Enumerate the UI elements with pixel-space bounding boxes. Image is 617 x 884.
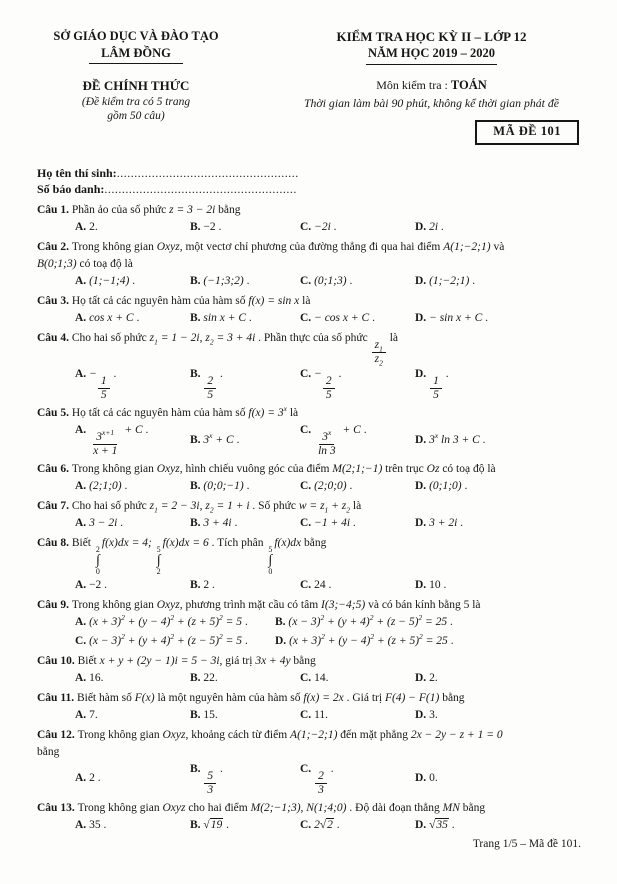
duration-note: Thời gian làm bài 90 phút, không kể thời gian phát đề bbox=[303, 95, 560, 110]
option-value: 7. bbox=[89, 708, 98, 721]
question-number: Câu 2. bbox=[37, 241, 72, 254]
option-value: (0;0;−1) . bbox=[203, 480, 250, 492]
option-value: 0. bbox=[429, 772, 438, 785]
exam-code-box: MÃ ĐỀ 101 bbox=[475, 120, 579, 145]
option-value: − $\frac{1}{5}$ . bbox=[89, 368, 117, 402]
question-stem bbox=[37, 498, 595, 515]
option-label: D. bbox=[415, 578, 430, 591]
question-stem bbox=[37, 535, 595, 577]
option-value: 2 . bbox=[203, 578, 215, 591]
option-a bbox=[75, 817, 190, 834]
option-value: −2 . bbox=[203, 221, 222, 234]
option-d bbox=[415, 478, 595, 495]
option-a bbox=[75, 670, 190, 687]
question bbox=[37, 727, 595, 797]
option-d bbox=[415, 577, 595, 594]
option-label: B. bbox=[275, 615, 289, 628]
option-label: C. bbox=[300, 578, 315, 591]
option-value: 3 + 2i . bbox=[429, 517, 464, 530]
option-value: 3 − 2i . bbox=[89, 517, 124, 530]
question-number: Câu 11. bbox=[37, 691, 77, 704]
option-d bbox=[415, 515, 595, 532]
option-label: B. bbox=[190, 433, 204, 446]
question bbox=[37, 405, 595, 458]
question-stem bbox=[37, 202, 595, 219]
questions bbox=[0, 202, 617, 834]
question-stem bbox=[37, 405, 595, 422]
option-label: A. bbox=[75, 275, 90, 288]
option-a bbox=[75, 219, 190, 236]
option-value: $(x + 3)^2 + (y - 4)^2 + (z + 5)^2 = 5$ . bbox=[89, 613, 248, 628]
option-b bbox=[190, 761, 300, 797]
option-label: A. bbox=[75, 671, 90, 684]
option-value: √35 . bbox=[429, 818, 455, 831]
option-d bbox=[415, 707, 595, 724]
option-a bbox=[75, 478, 190, 495]
option-label: C. bbox=[300, 368, 315, 381]
option-a bbox=[75, 614, 275, 631]
student-id-label: Số báo danh: bbox=[37, 182, 105, 197]
option-value: −2i . bbox=[314, 221, 337, 234]
option-label: A. bbox=[75, 312, 90, 325]
option-label: D. bbox=[415, 772, 430, 785]
option-d bbox=[415, 670, 595, 687]
option-label: D. bbox=[415, 368, 430, 381]
question-stem bbox=[37, 727, 595, 761]
option-label: B. bbox=[190, 312, 204, 325]
question bbox=[37, 653, 595, 687]
question bbox=[37, 535, 595, 594]
option-a bbox=[75, 273, 190, 290]
option-label: D. bbox=[415, 480, 430, 492]
question-number: Câu 13. bbox=[37, 801, 78, 814]
option-label: C. bbox=[300, 708, 315, 721]
exam-title-line2-wrap bbox=[272, 46, 591, 65]
option-label: C. bbox=[300, 480, 315, 492]
option-value: − sin x + C . bbox=[429, 312, 489, 325]
option-b bbox=[190, 478, 300, 495]
option-c bbox=[300, 577, 415, 594]
question-text: Cho hai số phức $z_1 = 2 - 3i$, $z_2 = 1 + i$ . Số phức $w = z_1 + z_2$ là bbox=[71, 500, 362, 515]
option-c bbox=[300, 478, 415, 495]
option-value: $(x - 3)^2 + (y + 4)^2 + (z - 5)^2 = 25$ . bbox=[288, 613, 453, 628]
subject-label: Môn kiểm tra : bbox=[376, 77, 451, 92]
question-stem bbox=[37, 597, 595, 614]
option-label: D. bbox=[415, 517, 430, 530]
exam-note-line2: gồm 50 câu) bbox=[107, 110, 165, 123]
options-row bbox=[37, 422, 595, 458]
subject-line bbox=[272, 78, 591, 94]
question bbox=[37, 202, 595, 236]
question-text: Họ tất cả các nguyên hàm của hàm số f(x) = sin x là bbox=[71, 295, 311, 308]
option-b bbox=[190, 366, 300, 402]
option-b bbox=[190, 432, 300, 449]
option-label: C. bbox=[300, 424, 315, 437]
option-c bbox=[300, 761, 415, 797]
option-label: D. bbox=[415, 671, 430, 684]
option-d bbox=[415, 219, 595, 236]
options-row bbox=[37, 670, 595, 687]
student-name-line bbox=[37, 165, 617, 181]
option-value: (0;1;3) . bbox=[314, 275, 353, 288]
option-c bbox=[300, 515, 415, 532]
question-stem bbox=[37, 461, 595, 478]
option-c bbox=[300, 422, 415, 458]
option-a bbox=[75, 515, 190, 532]
option-value: 11. bbox=[314, 708, 329, 721]
header-left bbox=[0, 29, 272, 145]
question-number: Câu 8. bbox=[37, 537, 72, 550]
option-label: A. bbox=[75, 221, 90, 234]
option-value: (−1;3;2) . bbox=[203, 275, 250, 288]
option-label: A. bbox=[75, 517, 90, 530]
options-row bbox=[37, 219, 595, 236]
options-row bbox=[37, 366, 595, 402]
option-value: cos x + C . bbox=[89, 312, 140, 325]
option-label: A. bbox=[75, 480, 90, 492]
option-value: $\frac{5}{3}$ . bbox=[203, 763, 223, 775]
question-stem bbox=[37, 293, 595, 310]
option-d bbox=[415, 273, 595, 290]
student-name-dots: .................................................... bbox=[116, 165, 299, 180]
option-value: 16. bbox=[89, 671, 104, 684]
option-label: D. bbox=[415, 275, 430, 288]
header-right bbox=[272, 29, 617, 145]
options-row bbox=[37, 478, 595, 495]
option-value: 2. bbox=[89, 221, 98, 234]
option-label: A. bbox=[75, 368, 90, 381]
question bbox=[37, 498, 595, 532]
question-stem bbox=[37, 239, 595, 273]
option-value: (0;1;0) . bbox=[429, 480, 468, 492]
question-text: Cho hai số phức $z_1 = 1 - 2i$, $z_2 = 3 + 4i$ . Phần thực của số phức $\frac{z_1}{z_2}$ là bbox=[71, 332, 399, 368]
exam-title-line1: KIỂM TRA HỌC KỲ II – LỚP 12 bbox=[336, 29, 527, 44]
exam-title-line2: NĂM HỌC 2019 – 2020 bbox=[366, 46, 497, 65]
option-label: D. bbox=[415, 708, 430, 721]
option-label: B. bbox=[190, 480, 204, 492]
question-number: Câu 1. bbox=[37, 204, 72, 217]
page-footer: Trang 1/5 – Mã đề 101. bbox=[472, 837, 581, 850]
question-text: Trong không gian Oxyz, một vectơ chỉ phương của đường thẳng đi qua hai điểm A(1;−2;1) và B(0;1;3) có toạ độ là bbox=[37, 241, 505, 271]
option-label: B. bbox=[190, 708, 204, 721]
option-c bbox=[300, 366, 415, 402]
option-value: −1 + 4i . bbox=[314, 517, 356, 530]
option-label: B. bbox=[190, 368, 204, 381]
option-value: (2;1;0) . bbox=[89, 480, 128, 492]
option-label: A. bbox=[75, 424, 90, 437]
question bbox=[37, 800, 595, 834]
option-a bbox=[75, 310, 190, 327]
option-d bbox=[275, 633, 595, 650]
option-c bbox=[75, 633, 275, 650]
question-text: Trong không gian Oxyz cho hai điểm M(2;−1;3), N(1;4;0) . Độ dài đoạn thẳng MN bằng bbox=[77, 801, 486, 814]
options-row bbox=[37, 707, 595, 724]
question-number: Câu 3. bbox=[37, 295, 72, 308]
option-label: D. bbox=[275, 634, 290, 647]
option-d bbox=[415, 817, 595, 834]
options-row bbox=[37, 577, 595, 594]
question bbox=[37, 597, 595, 650]
option-label: D. bbox=[415, 818, 430, 831]
options-row bbox=[37, 817, 595, 834]
option-label: C. bbox=[300, 818, 315, 831]
question-number: Câu 7. bbox=[37, 500, 72, 513]
option-c bbox=[300, 273, 415, 290]
option-label: D. bbox=[415, 221, 430, 234]
option-label: A. bbox=[75, 708, 90, 721]
option-label: C. bbox=[300, 671, 315, 684]
question-number: Câu 12. bbox=[37, 728, 78, 741]
question bbox=[37, 690, 595, 724]
option-a bbox=[75, 770, 190, 787]
option-value: (1;−1;4) . bbox=[89, 275, 136, 288]
option-label: A. bbox=[75, 578, 90, 591]
question-number: Câu 4. bbox=[37, 332, 72, 345]
option-label: D. bbox=[415, 312, 430, 325]
student-id-line bbox=[37, 181, 617, 197]
option-value: 3. bbox=[429, 708, 438, 721]
question-text: Trong không gian Oxyz, phương trình mặt cầu có tâm I(3;−4;5) và có bán kính bằng 5 là bbox=[71, 598, 481, 611]
option-label: B. bbox=[190, 578, 204, 591]
option-label: B. bbox=[190, 275, 204, 288]
option-b bbox=[275, 614, 595, 631]
option-value: 10 . bbox=[429, 578, 447, 591]
option-b bbox=[190, 219, 300, 236]
option-value: $\frac{2}{5}$ . bbox=[203, 368, 223, 380]
option-d bbox=[415, 432, 595, 449]
option-a bbox=[75, 707, 190, 724]
option-value: $(x - 3)^2 + (y + 4)^2 + (z - 5)^2 = 5$ . bbox=[89, 632, 248, 647]
option-b bbox=[190, 707, 300, 724]
option-c bbox=[300, 310, 415, 327]
question bbox=[37, 293, 595, 327]
option-value: −2 . bbox=[89, 578, 108, 591]
option-a bbox=[75, 577, 190, 594]
question bbox=[37, 461, 595, 495]
options-row bbox=[37, 310, 595, 327]
option-a bbox=[75, 422, 190, 458]
subject-name: TOÁN bbox=[450, 77, 487, 92]
option-b bbox=[190, 273, 300, 290]
option-value: $(x + 3)^2 + (y - 4)^2 + (z + 5)^2 = 25$ . bbox=[289, 632, 454, 647]
option-label: B. bbox=[190, 762, 204, 775]
option-value: $\frac{3^{x+1}}{x + 1}$ + C . bbox=[93, 424, 149, 458]
question bbox=[37, 330, 595, 402]
student-id-dots: ....................................................... bbox=[104, 182, 297, 197]
options-row bbox=[37, 273, 595, 290]
question-number: Câu 5. bbox=[37, 407, 72, 420]
question-number: Câu 9. bbox=[37, 598, 72, 611]
option-value: sin x + C . bbox=[203, 312, 252, 325]
option-value: 3$^x$ ln 3 + C . bbox=[429, 430, 486, 446]
question-number: Câu 6. bbox=[37, 462, 72, 475]
exam-note-line1: (Đề kiểm tra có 5 trang bbox=[81, 95, 191, 108]
department-name: SỞ GIÁO DỤC VÀ ĐÀO TẠO bbox=[53, 29, 219, 43]
option-label: D. bbox=[415, 433, 430, 446]
option-label: A. bbox=[75, 772, 90, 785]
question bbox=[37, 239, 595, 290]
option-value: 24 . bbox=[314, 578, 332, 591]
question-stem bbox=[37, 690, 595, 707]
option-value: 15. bbox=[203, 708, 218, 721]
option-value: 2√2 . bbox=[314, 818, 340, 831]
question-text: Trong không gian Oxyz, khoảng cách từ điểm A(1;−2;1) đến mặt phẳng 2x − 2y − z + 1 = 0 bằng bbox=[37, 728, 503, 758]
option-a bbox=[75, 366, 190, 402]
option-value: 14. bbox=[314, 671, 329, 684]
question-text: Biết x + y + (2y − 1)i = 5 − 3i, giá trị 3x + 4y bằng bbox=[77, 654, 316, 667]
option-label: B. bbox=[190, 517, 204, 530]
question-text: Họ tất cả các nguyên hàm của hàm số $f(x) = 3^x$ là bbox=[71, 404, 299, 420]
option-value: − cos x + C . bbox=[314, 312, 375, 325]
question-stem bbox=[37, 330, 595, 366]
option-d bbox=[415, 366, 595, 402]
question-text: Phần ảo của số phức z = 3 − 2i bằng bbox=[71, 204, 241, 217]
options-row bbox=[37, 614, 595, 650]
question-text: Biết 2 ∫ 0 f(x)dx = 4; 5 ∫ 2 f(x)dx = 6 . Tích phân 5 ∫ 0 f(x)dx bằng bbox=[71, 537, 327, 577]
option-label: A. bbox=[75, 818, 90, 831]
option-c bbox=[300, 707, 415, 724]
option-label: B. bbox=[190, 818, 204, 831]
option-value: 3 + 4i . bbox=[203, 517, 238, 530]
option-value: 22. bbox=[203, 671, 218, 684]
option-b bbox=[190, 817, 300, 834]
option-value: (1;−2;1) . bbox=[429, 275, 476, 288]
option-value: √19 . bbox=[203, 818, 229, 831]
province-wrap bbox=[0, 46, 272, 65]
question-text: Trong không gian Oxyz, hình chiếu vuông góc của điểm M(2;1;−1) trên trục Oz có toạ độ là bbox=[71, 462, 496, 475]
option-label: C. bbox=[300, 275, 315, 288]
question-number: Câu 10. bbox=[37, 654, 78, 667]
options-row bbox=[37, 515, 595, 532]
option-b bbox=[190, 670, 300, 687]
student-name-label: Họ tên thí sinh: bbox=[37, 165, 117, 180]
option-b bbox=[190, 577, 300, 594]
option-label: C. bbox=[75, 634, 90, 647]
option-d bbox=[415, 770, 595, 787]
option-label: C. bbox=[300, 221, 315, 234]
question-text: Biết hàm số F(x) là một nguyên hàm của hàm số f(x) = 2x . Giá trị F(4) − F(1) bằng bbox=[76, 691, 465, 704]
option-value: $\frac{1}{5}$ . bbox=[429, 368, 449, 380]
option-label: C. bbox=[300, 312, 315, 325]
header bbox=[0, 0, 617, 145]
option-label: B. bbox=[190, 221, 204, 234]
option-value: $3^x + C$ . bbox=[203, 430, 240, 446]
student-info bbox=[37, 165, 617, 197]
option-value: 2 . bbox=[89, 772, 101, 785]
options-row bbox=[37, 761, 595, 797]
option-c bbox=[300, 670, 415, 687]
province-name: LÂM ĐỒNG bbox=[89, 46, 183, 65]
option-value: − $\frac{2}{5}$ . bbox=[314, 368, 342, 402]
option-d bbox=[415, 310, 595, 327]
option-b bbox=[190, 515, 300, 532]
option-c bbox=[300, 219, 415, 236]
option-value: 2i . bbox=[429, 221, 444, 234]
option-label: C. bbox=[300, 517, 315, 530]
option-value: (2;0;0) . bbox=[314, 480, 353, 492]
option-value: 2. bbox=[429, 671, 438, 684]
option-value: 35 . bbox=[89, 818, 107, 831]
option-label: B. bbox=[190, 671, 204, 684]
option-label: C. bbox=[300, 762, 315, 775]
option-value: $\frac{2}{3}$ . bbox=[314, 763, 334, 775]
option-c bbox=[300, 817, 415, 834]
question-stem bbox=[37, 653, 595, 670]
option-label: A. bbox=[75, 615, 90, 628]
exam-type: ĐỀ CHÍNH THỨC bbox=[82, 78, 190, 94]
question-stem bbox=[37, 800, 595, 817]
option-value: $\frac{3^x}{\ln 3}$ + C . bbox=[318, 424, 367, 458]
option-b bbox=[190, 310, 300, 327]
